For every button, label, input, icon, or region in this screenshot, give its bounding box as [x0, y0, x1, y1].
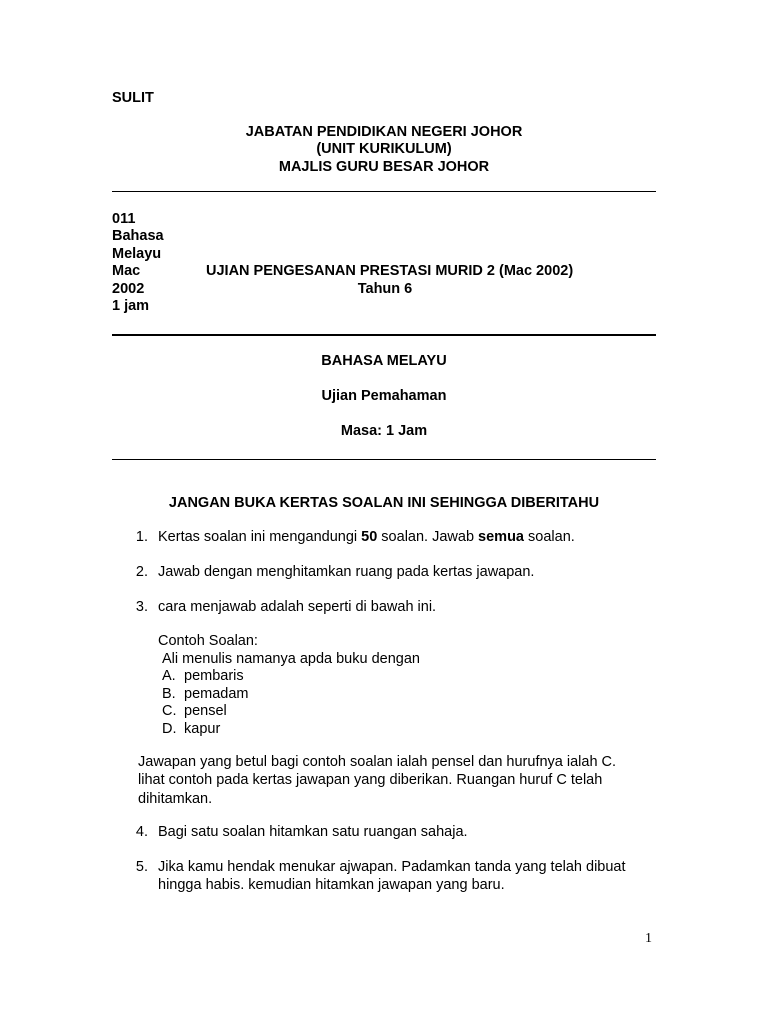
item-number: 4.	[135, 824, 148, 840]
item-number: 3.	[135, 599, 148, 615]
explanation-line-2: lihat contoh pada kertas jawapan yang diberikan. Ruangan huruf C telah	[138, 772, 603, 788]
paper-code: 011	[112, 211, 136, 227]
item-text-line-1: Jika kamu hendak menukar ajwapan. Padamkan tanda yang telah dibuat	[158, 859, 626, 875]
classification-label: SULIT	[112, 90, 154, 106]
explanation-line-1: Jawapan yang betul bagi contoh soalan ialah pensel dan hurufnya ialah C.	[138, 754, 617, 770]
subject-line-1: Bahasa	[112, 228, 164, 244]
org-line-3: MAJLIS GURU BESAR JOHOR	[278, 159, 490, 175]
org-line-1: JABATAN PENDIDIKAN NEGERI JOHOR	[245, 124, 523, 140]
exam-cover-page: SULIT JABATAN PENDIDIKAN NEGERI JOHOR (UNIT KURIKULUM) MAJLIS GURU BESAR JOHOR 011 Bahasa Melayu Mac 2002 1 jam UJIAN PENGESANAN PRESTASI MURID 2 (Mac 2002) Tahun 6 BAHASA MELAYU Ujian Pemahaman Masa: 1 Jam JANGAN BUKA KERTAS SOALAN INI SEHINGGA DIBERITAHU 1. Kertas soalan ini mengandungi 50 soalan. Jawab semua soalan. 2. Jawab dengan menghitamkan ruang pada kertas jawapan. 3. cara menjawab adalah seperti di bawah ini. Contoh Soalan: Ali menulis namanya apda buku dengan A. pembaris B. pemadam C. pensel D. kapur Jawapan yang betul bagi contoh soalan ialah pensel dan hurufnya ialah C. lihat contoh pada kertas jawapan yang diberikan. Ruangan huruf C telah dihitamkan. 4. Bagi satu soalan hitamkan satu ruangan sahaja. 5. Jika kamu hendak menukar ajwapan. Padamkan tanda yang telah dibuat hingga habis. kemudian hitamkan jawapan yang baru. 1	[0, 0, 768, 1024]
paper-duration: 1 jam	[112, 298, 150, 314]
header-divider	[112, 191, 656, 192]
item-text: Jawab dengan menghitamkan ruang pada kertas jawapan.	[158, 564, 535, 580]
exam-time: Masa: 1 Jam	[340, 423, 428, 439]
exam-title: UJIAN PENGESANAN PRESTASI MURID 2 (Mac 2002)	[206, 263, 574, 279]
example-question: Ali menulis namanya apda buku dengan	[162, 651, 420, 667]
item-number: 2.	[135, 564, 148, 580]
subject-line-2: Melayu	[112, 246, 162, 262]
page-number: 1	[645, 931, 652, 946]
paper-type: Ujian Pemahaman	[321, 388, 447, 404]
explanation-line-3: dihitamkan.	[138, 791, 213, 807]
item-text: Kertas soalan ini mengandungi 50 soalan. Jawab semua soalan.	[158, 529, 575, 545]
info-divider	[112, 334, 656, 336]
org-line-2: (UNIT KURIKULUM)	[316, 141, 452, 157]
do-not-open-warning: JANGAN BUKA KERTAS SOALAN INI SEHINGGA DIBERITAHU	[168, 495, 600, 511]
item-number: 5.	[135, 859, 148, 875]
paper-month: Mac	[112, 263, 141, 279]
subject-title: BAHASA MELAYU	[321, 353, 447, 369]
paper-year: 2002	[112, 281, 145, 297]
item-number: 1.	[135, 529, 148, 545]
item-text-line-2: hingga habis. kemudian hitamkan jawapan yang baru.	[158, 877, 505, 893]
item-text: Bagi satu soalan hitamkan satu ruangan sahaja.	[158, 824, 468, 840]
example-heading: Contoh Soalan:	[158, 633, 258, 649]
title-divider	[112, 459, 656, 460]
item-text: cara menjawab adalah seperti di bawah ini.	[158, 599, 437, 615]
grade-level: Tahun 6	[357, 281, 413, 297]
